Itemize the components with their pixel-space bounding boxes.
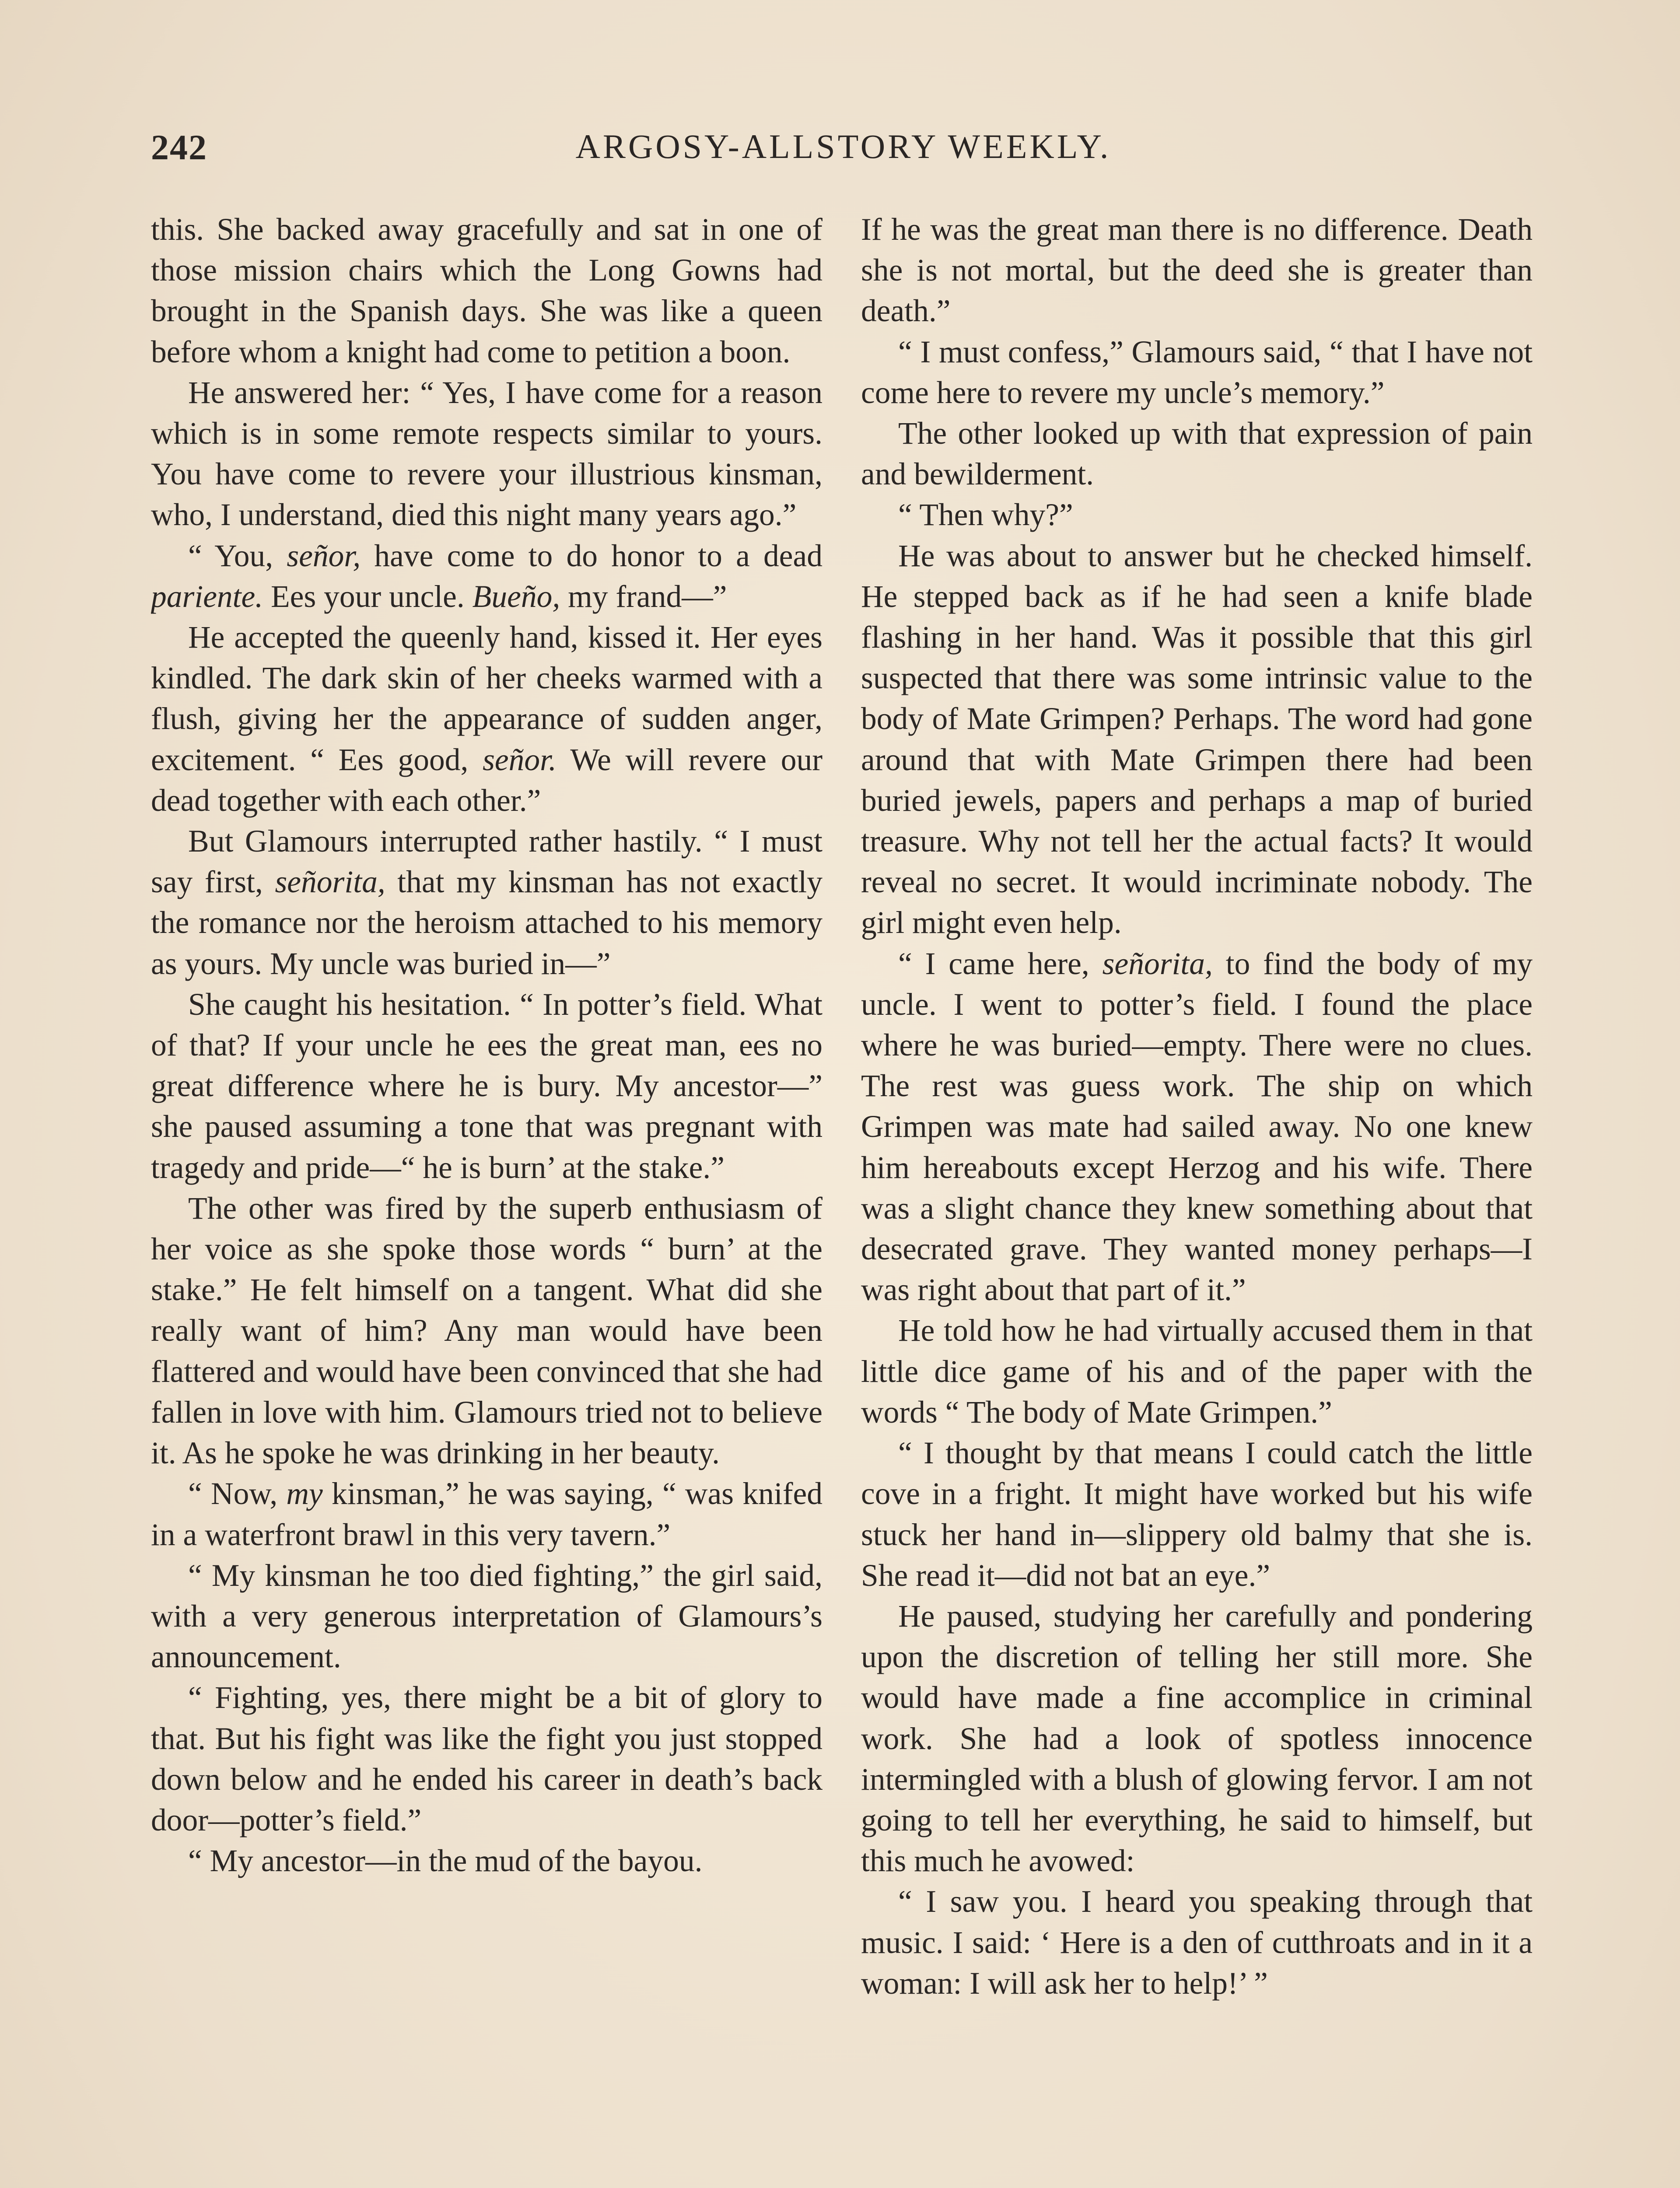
text-run: “ I came here, [898, 946, 1102, 981]
italic-text: señorita, [1102, 946, 1213, 981]
text-run: Ees your uncle. [263, 579, 472, 614]
text-run: to find the body of my uncle. I went to potter’s field. I found the place where he was buried—empty. There were no clues. The rest was guess work. The ship on which Grimpen was mate had sailed away. No one knew him hereabouts except Herzog and his wife. There was a slight chance they knew something about that desecrated grave. They wanted money perhaps—I was right about that part of it.” [861, 946, 1533, 1308]
paragraph [151, 1188, 822, 1473]
text-run: “ I must confess,” Glamours said, “ that I have not come here to revere my uncle’s memory.” [861, 334, 1533, 410]
paragraph [151, 372, 822, 536]
paragraph [861, 1881, 1533, 2004]
text-run: She caught his hesitation. “ In potter’s field. What of that? If your uncle he ees the great man, ees no great difference where he is bury. My ancestor—” she paused assuming a tone that was pregnant with tragedy and pride—“ he is burn’ at the stake.” [151, 987, 822, 1185]
italic-text: señorita, [275, 865, 385, 900]
paragraph [861, 536, 1533, 943]
text-run: But Glamours interrupted rather hastily. “ I must say first, [151, 824, 822, 900]
paragraph [861, 1310, 1533, 1433]
text-run: have come to do honor to a dead [360, 538, 822, 573]
paragraph [861, 494, 1533, 535]
paragraph [861, 209, 1533, 332]
page-header [151, 127, 1536, 184]
paragraph [151, 1841, 822, 1881]
text-run: The other was fired by the superb enthusiasm of her voice as she spoke those words “ burn’ at the stake.” He felt himself on a tangent. What did she really want of him? Any man would have been flattered and would have been convinced that she had fallen in love with him. Glamours tried not to believe it. As he spoke he was drinking in her beauty. [151, 1191, 822, 1471]
text-run: “ Now, [188, 1476, 287, 1511]
paragraph [151, 1473, 822, 1555]
running-head: ARGOSY-ALLSTORY WEEKLY. [575, 127, 1111, 165]
text-run: “ My kinsman he too died fighting,” the girl said, with a very generous interpretation of Glamours’s announcement. [151, 1558, 822, 1675]
paragraph [151, 1555, 822, 1678]
paragraph [151, 536, 822, 617]
text-run: He accepted the queenly hand, kissed it. Her eyes kindled. The dark skin of her cheeks warmed with a flush, giving her the appearance of sudden anger, excitement. “ Ees good, [151, 620, 822, 777]
text-run: The other looked up with that expression of pain and bewilderment. [861, 416, 1533, 492]
left-column [151, 209, 822, 2188]
text-run: that my kinsman has not exactly the romance nor the heroism attached to his memory as yours. My uncle was buried in—” [151, 865, 822, 981]
text-run: If he was the great man there is no difference. Death she is not mortal, but the deed she is greater than death.” [861, 212, 1533, 329]
text-run: He told how he had virtually accused them in that little dice game of his and of the paper with the words “ The body of Mate Grimpen.” [861, 1313, 1533, 1430]
paragraph [151, 1677, 822, 1841]
paragraph [151, 617, 822, 821]
paragraph [861, 943, 1533, 1311]
text-run: “ I saw you. I heard you speaking through that music. I said: ‘ Here is a den of cutthroats and in it a woman: I will ask her to help!’ ” [861, 1884, 1533, 2001]
page-number: 242 [151, 127, 207, 167]
paragraph [861, 1596, 1533, 1881]
italic-text: señor, [287, 538, 361, 573]
italic-text: my [286, 1476, 323, 1511]
text-run: “ Then why?” [898, 498, 1073, 533]
text-run: “ I thought by that means I could catch the little cove in a fright. It might have worked but his wife stuck her hand in—slippery old balmy that she is. She read it—did not bat an eye.” [861, 1436, 1533, 1593]
text-run: “ My ancestor—in the mud of the bayou. [188, 1844, 703, 1879]
text-run: “ You, [188, 538, 287, 573]
paragraph [861, 413, 1533, 494]
italic-text: señor. [483, 742, 556, 777]
text-run: He was about to answer but he checked himself. He stepped back as if he had seen a knife blade flashing in her hand. Was it possible that this girl suspected that there was some intrinsic value to the body of Mate Grimpen? Perhaps. The word had gone around that with Mate Grimpen there had been buried jewels, papers and perhaps a map of buried treasure. Why not tell her the actual facts? It would reveal no secret. It would incriminate nobody. The girl might even help. [861, 538, 1533, 940]
paragraph [151, 821, 822, 984]
right-column [861, 209, 1533, 2188]
text-run: kinsman,” he was saying, “ was knifed in a waterfront brawl in this very tavern.” [151, 1476, 822, 1552]
text-run: We will revere our dead together with each other.” [151, 742, 822, 818]
text-run: He answered her: “ Yes, I have come for a reason which is in some remote respects similar to yours. You have come to revere your illustrious kinsman, who, I understand, died this night many years ago.” [151, 375, 822, 533]
paragraph [151, 984, 822, 1188]
text-run: He paused, studying her carefully and pondering upon the discretion of telling her still more. She would have made a fine accomplice in criminal work. She had a look of spotless innocence intermingled with a blush of glowing fervor. I am not going to tell her everything, he said to himself, but this much he avowed: [861, 1599, 1533, 1879]
italic-text: Bueño, [472, 579, 560, 614]
paragraph [151, 209, 822, 372]
paragraph [861, 332, 1533, 413]
text-run: this. She backed away gracefully and sat in one of those mission chairs which the Long Gowns had brought in the Spanish days. She was like a queen before whom a knight had come to petition a boon. [151, 212, 822, 369]
paragraph [861, 1433, 1533, 1596]
text-run: my frand—” [560, 579, 727, 614]
italic-text: pariente. [151, 579, 263, 614]
text-run: “ Fighting, yes, there might be a bit of glory to that. But his fight was like the fight you just stopped down below and he ended his career in death’s back door—potter’s field.” [151, 1680, 822, 1837]
